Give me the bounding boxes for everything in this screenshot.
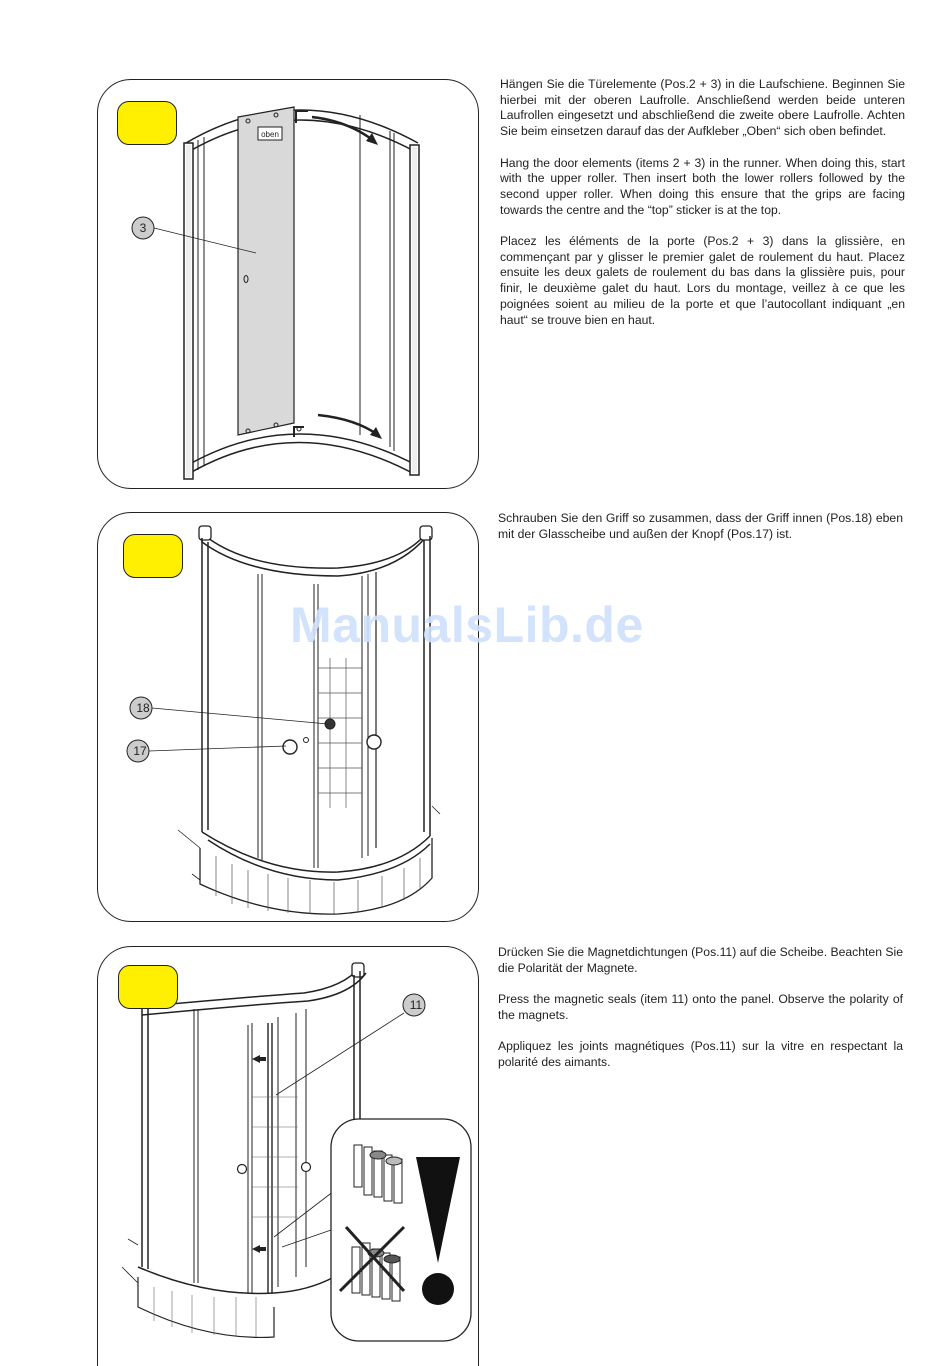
step-badge: [117, 101, 177, 145]
oben-sticker: oben: [261, 130, 279, 139]
step-badge: [118, 965, 178, 1009]
callout-11-label: 11: [409, 998, 423, 1012]
step-2-illustration: [97, 512, 479, 922]
step-1-german-text: Hängen Sie die Türelemente (Pos.2 + 3) in die Laufschiene. Beginnen Sie hierbei mit der oberen Laufrolle. Anschließend werden beide unteren Laufrollen eingesetzt und abschließend die zweite obere Laufrolle. Achten Sie beim einsetzen darauf das der Aufkleber „Oben“ sich oben befindet.: [500, 77, 905, 139]
callout-18-label: 18: [136, 701, 150, 715]
magnetic-seal-diagram: [98, 947, 479, 1366]
step-1-instructions: [500, 77, 905, 344]
step-2-instructions: [498, 511, 903, 558]
step-2-german-text: Schrauben Sie den Griff so zusammen, dass der Griff innen (Pos.18) eben mit der Glasscheibe und außen der Knopf (Pos.17) ist.: [498, 511, 903, 541]
step-1-illustration: [97, 79, 479, 489]
step-3-french-text: Appliquez les joints magnétiques (Pos.11) sur la vitre en respectant la polarité des aimants.: [498, 1039, 903, 1069]
step-3-instructions: [498, 945, 903, 1086]
step-1-french-text: Placez les éléments de la porte (Pos.2 + 3) dans la glissière, en commençant par y glisser le premier galet de roulement du haut. Placez ensuite les deux galets de roulement du bas dans la glissière puis, pour finir, le deuxième galet du haut. Lors du montage, veillez à ce que les poignées soient au milieu de la porte et que l’autocollant indiquant „en haut“ se trouve bien en haut.: [500, 234, 905, 327]
watermark: ManualsLib.de: [290, 597, 644, 653]
callout-3-label: 3: [139, 221, 147, 235]
step-1-english-text: Hang the door elements (items 2 + 3) in the runner. When doing this, start with the upper roller. Then insert both the lower rollers followed by the second upper roller. When doing this ensure that the grips are facing towards the centre and the “top” sticker is at the top.: [500, 155, 905, 217]
step-3-german-text: Drücken Sie die Magnetdichtungen (Pos.11) auf die Scheibe. Beachten Sie die Polarität der Magnete.: [498, 945, 903, 975]
step-badge: [123, 534, 183, 578]
callout-17-label: 17: [133, 744, 147, 758]
step-3-illustration: [97, 946, 479, 1366]
step-3-english-text: Press the magnetic seals (item 11) onto the panel. Observe the polarity of the magnets.: [498, 992, 903, 1022]
